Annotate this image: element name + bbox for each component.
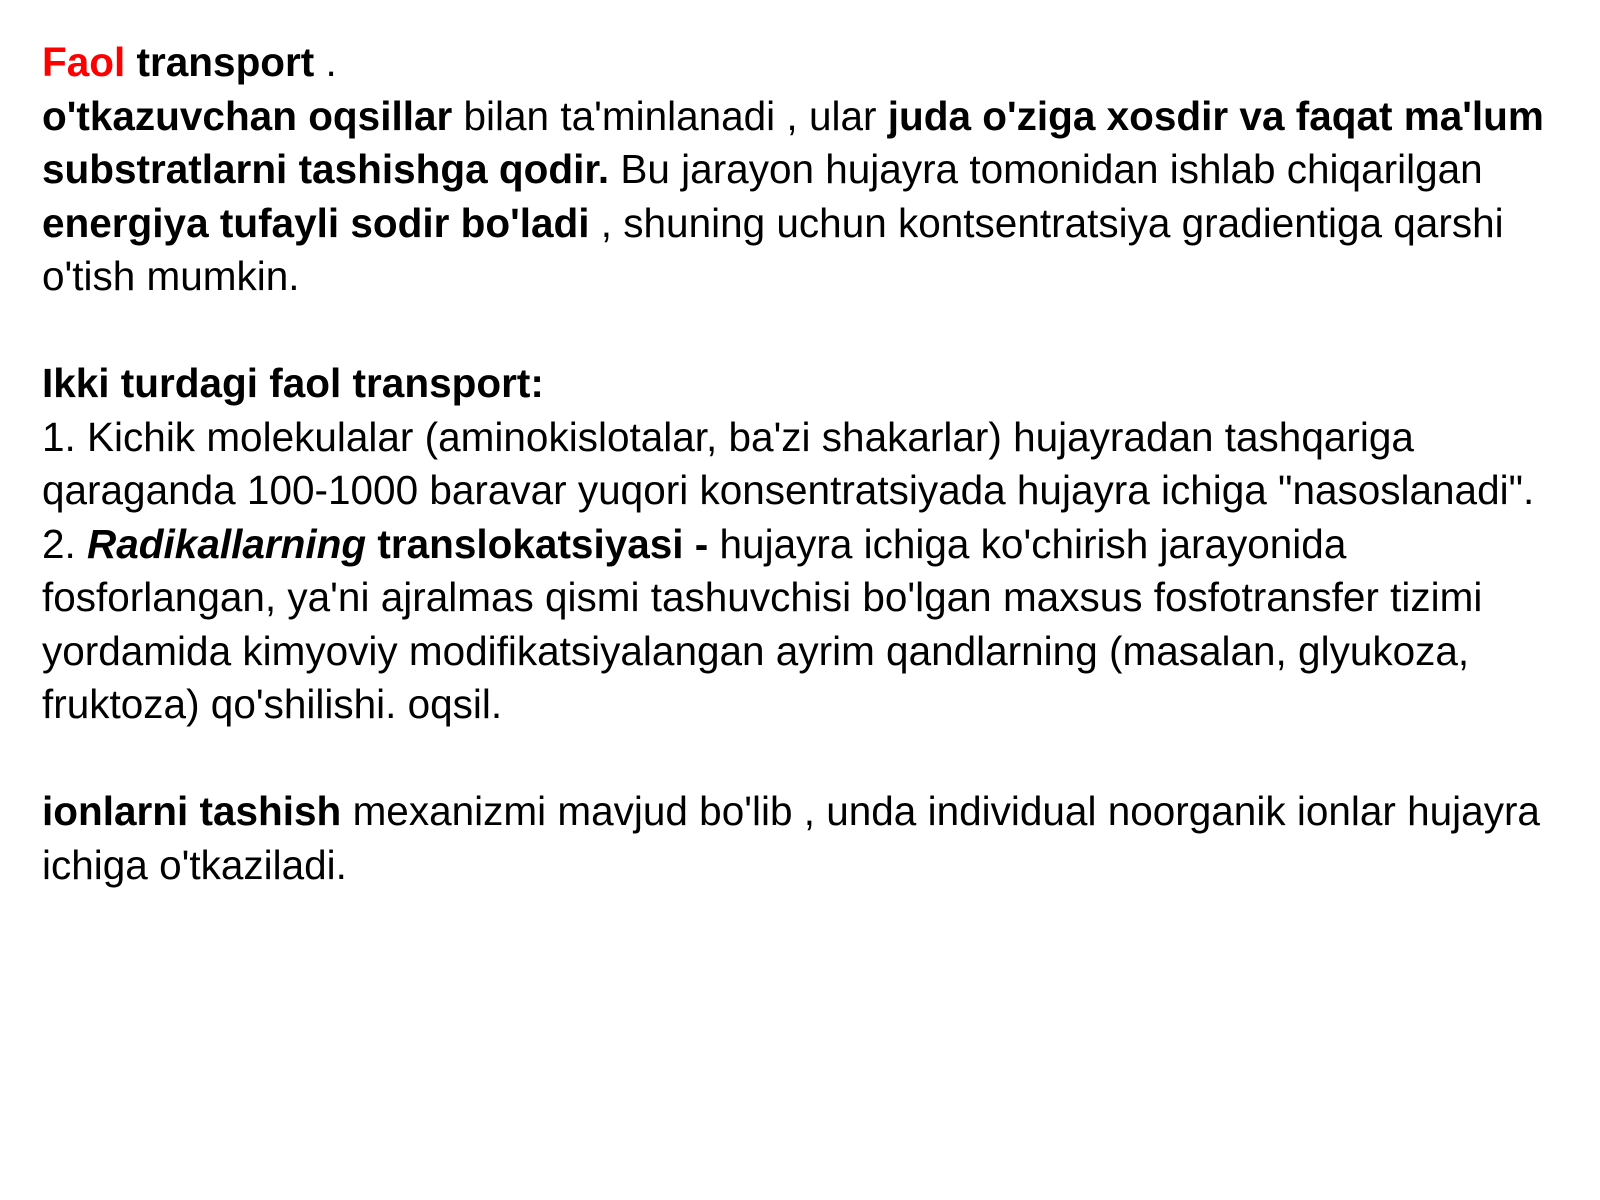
paragraph-active-transport [42,36,1558,304]
bold-energy: energiya tufayli sodir bo'ladi [42,199,590,246]
text-segment: mexanizmi mavjud bo'lib , unda individual noorganik ionlar hujayra ichiga o'tkaziladi. [42,788,1540,888]
space [125,39,136,85]
bold-ion-transport: ionlarni tashish [42,788,342,834]
blank-line [42,732,1558,786]
paragraph-ion-transport [42,785,1558,892]
text-segment: bilan ta'minlanadi , ular [452,92,888,139]
list-item-2-italic-term: Radikallarning [87,520,367,567]
title-transport: transport [136,39,315,85]
paragraph-two-types [42,357,1558,732]
section-heading: Ikki turdagi faol transport: [42,360,544,406]
text-segment: , shuning uchun kontsentratsiya gradientiga qarshi o'tish mumkin. [42,199,1504,299]
bold-specificity: juda o'ziga xosdir va faqat ma'lum substratlarni tashishga qodir. [42,92,1544,192]
bold-transport-proteins: o'tkazuvchan oqsillar [42,92,453,139]
title-dot: . [314,39,337,85]
list-item-2-text: hujayra ichiga ko'chirish jarayonida fosforlangan, ya'ni ajralmas qismi tashuvchisi bo'lgan maxsus fosfotransfer tizimi yordamida kimyoviy modifikatsiyalangan ayrim qandlarning (masalan, glyukoza, fruktoza) qo'shilishi. oqsil. [42,520,1483,727]
list-item-1: 1. Kichik molekulalar (aminokislotalar, ba'zi shakarlar) hujayradan tashqariga qaraganda 100-1000 baravar yuqori konsentratsiyada hujayra ichiga "nasoslanadi". [42,413,1535,513]
text-segment: Bu jarayon hujayra tomonidan ishlab chiqarilgan [609,146,1483,192]
space [366,521,377,567]
list-item-2-number: 2. [42,520,88,567]
list-item-2-bold-term: translokatsiyasi - [377,520,709,567]
title-faol: Faol [42,39,126,85]
blank-line [42,304,1558,358]
